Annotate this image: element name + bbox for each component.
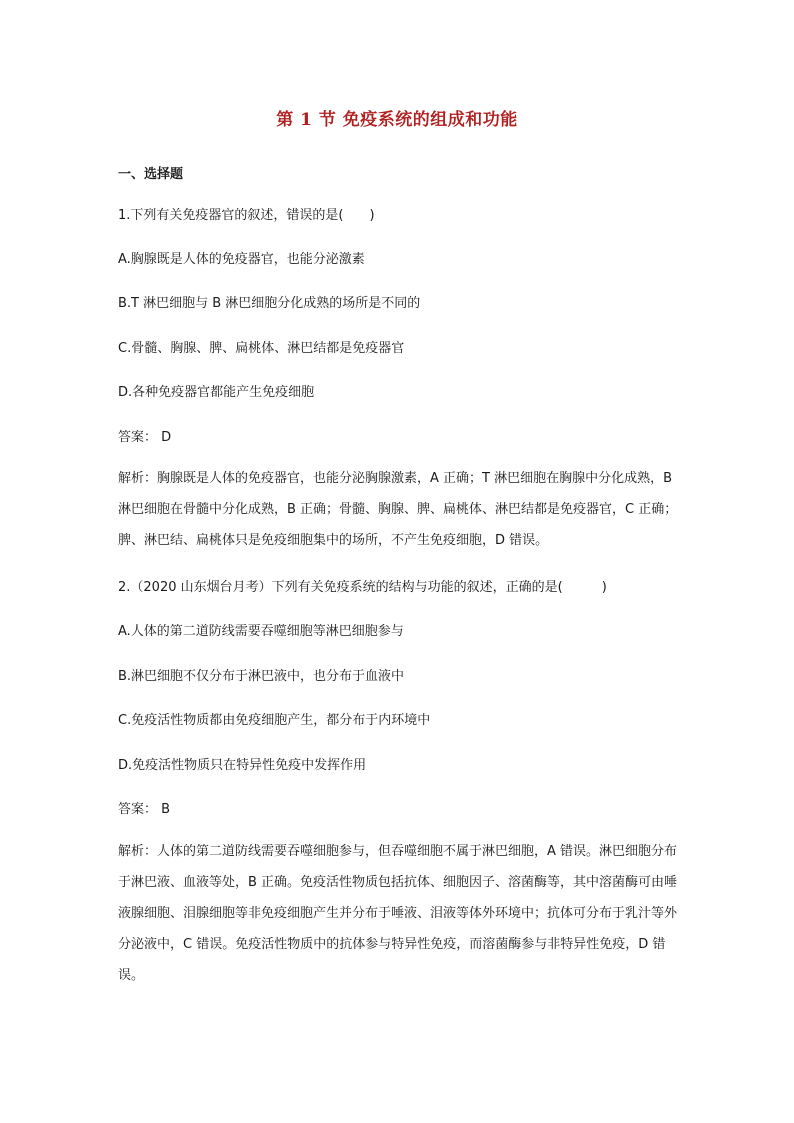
question-1-option-a: A.胸腺既是人体的免疫器官，也能分泌激素 (118, 252, 365, 267)
question-2-option-c: C.免疫活性物质都由免疫细胞产生，都分布于内环境中 (118, 713, 431, 728)
question-1-option-d: D.各种免疫器官都能产生免疫细胞 (118, 385, 315, 400)
question-1-answer: 答案： D (118, 430, 172, 445)
question-2-answer: 答案： B (118, 802, 171, 817)
question-2-analysis: 解析：人体的第二道防线需要吞噬细胞参与，但吞噬细胞不属于淋巴细胞，A 错误。淋巴细胞分布于淋巴液、血液等处，B 正确。免疫活性物质包括抗体、细胞因子、溶菌酶等，其中溶菌酶可由唾液腺细胞、泪腺细胞等非免疫细胞产生并分布于唾液、泪液等体外环境中；抗体可分布于乳汁等外分泌液中，C 错误。免疫活性物质中的抗体参与特异性免疫，而溶菌酶参与非特异性免疫，D 错误。 (118, 844, 678, 983)
question-2-option-d: D.免疫活性物质只在特异性免疫中发挥作用 (118, 758, 367, 773)
question-1-option-b: B.T 淋巴细胞与 B 淋巴细胞分化成熟的场所是不同的 (118, 296, 421, 311)
section-heading: 一、选择题 (118, 167, 184, 182)
page-title: 第 1 节 免疫系统的组成和功能 (276, 110, 518, 130)
question-2-option-b: B.淋巴细胞不仅分布于淋巴液中，也分布于血液中 (118, 669, 405, 684)
question-2-stem: 2.（2020 山东烟台月考）下列有关免疫系统的结构与功能的叙述，正确的是( ) (118, 580, 607, 595)
question-1-analysis: 解析：胸腺既是人体的免疫器官，也能分泌胸腺激素，A 正确；T 淋巴细胞在胸腺中分化成熟，B 淋巴细胞在骨髓中分化成熟，B 正确；骨髓、胸腺、脾、扁桃体、淋巴结都是免疫器官，C 正确；脾、淋巴结、扁桃体只是免疫细胞集中的场所，不产生免疫细胞，D 错误。 (118, 471, 678, 548)
question-2-option-a: A.人体的第二道防线需要吞噬细胞等淋巴细胞参与 (118, 624, 404, 639)
question-1-option-c: C.骨髓、胸腺、脾、扁桃体、淋巴结都是免疫器官 (118, 341, 405, 356)
question-1-stem: 1.下列有关免疫器官的叙述，错误的是( ) (118, 208, 375, 223)
